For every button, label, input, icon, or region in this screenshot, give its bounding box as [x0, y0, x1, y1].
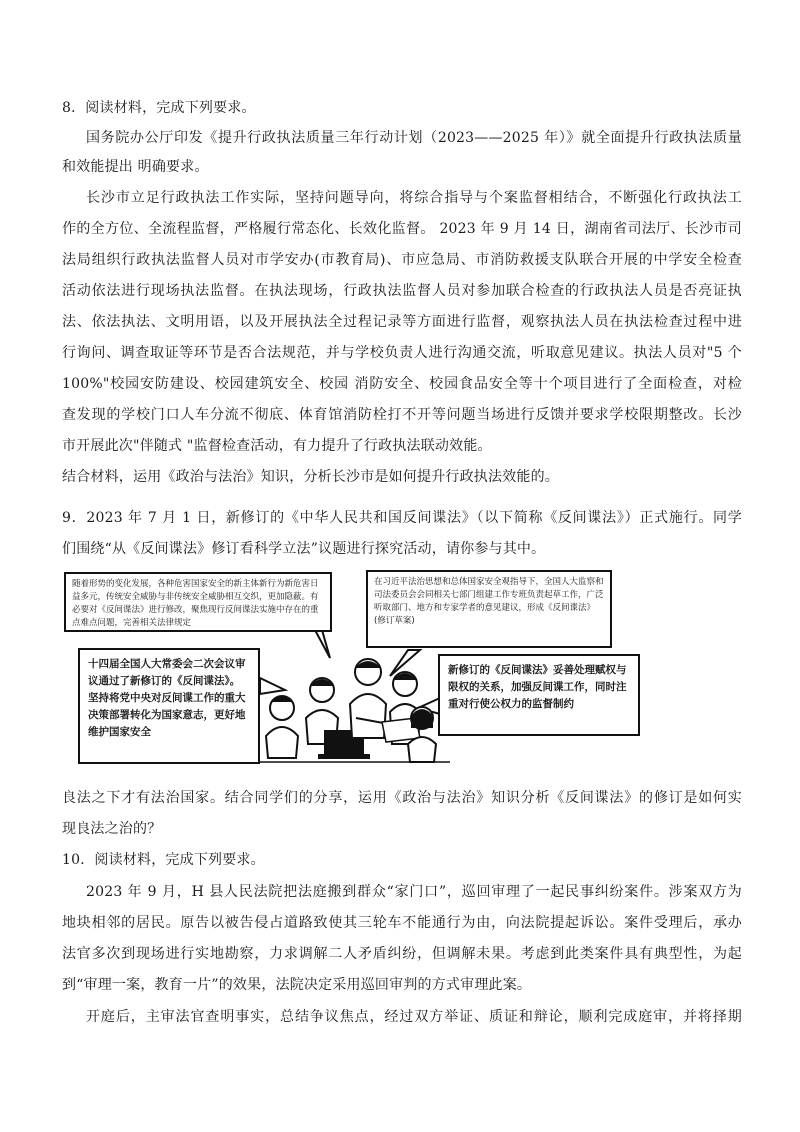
- q8-p2-line5: 法、依法执法、文明用语，以及开展执法全过程记录等方面进行监督，观察执法人员在执法检查过程中进: [62, 314, 742, 330]
- q9-intro-line1: 9．2023 年 7 月 1 日，新修订的《中华人民共和国反间谍法》（以下简称《反间谍法》）正式施行。同学: [62, 510, 742, 526]
- q8-p2-line6: 行询问、调查取证等环节是否合法规范，并与学校负责人进行沟通交流，听取意见建议。执法人员对"5 个: [62, 345, 742, 361]
- q8-heading: 8．阅读材料，完成下列要求。: [62, 100, 256, 116]
- speech-bubble-top-left-text: 随着形势的变化发展，各种危害国家安全的新主体新行为新危害日益多元，传统安全威胁与非传统安全威胁相互交织，更加隐蔽。有必要对《反间谍法》进行修改，聚焦现行反间谍法实施中存在的重点难点问题，完善相关法律规定: [72, 579, 319, 628]
- discussion-illustration: [60, 568, 740, 768]
- speech-bubble-right-text: 新修订的《反间谍法》妥善处理赋权与限权的关系，加强反间谍工作，同时注重对行使公权力的监督制约: [448, 664, 627, 710]
- q8-p1-line2: 和效能提出 明确要求。: [62, 159, 209, 175]
- speech-bubble-left-text: 十四届全国人大常委会二次会议审议通过了新修订的《反间谍法》。坚持将党中央对反间谍工作的重大决策部署转化为国家意志，更好地维护国家安全: [88, 658, 246, 738]
- q8-p2-line9: 市开展此次"伴随式 "监督检查活动，有力提升了行政执法联动效能。: [62, 438, 492, 454]
- q10-p2-line1: 开庭后，主审法官查明事实，总结争议焦点，经过双方举证、质证和辩论，顺利完成庭审，并将择期: [86, 1009, 742, 1025]
- q10-p1-line1: 2023 年 9 月，H 县人民法院把法庭搬到群众“家门口”，巡回审理了一起民事纠纷案件。涉案双方为: [86, 884, 742, 900]
- q8-p2-line2: 作的全方位、全流程监督，严格履行常态化、长效化监督。 2023 年 9 月 14 日，湖南省司法厅、长沙市司: [62, 221, 742, 237]
- q9-intro-line2: 们围绕“从《反间谍法》修订看科学立法”议题进行探究活动，请你参与其中。: [62, 541, 546, 557]
- q8-question: 结合材料，运用《政治与法治》知识，分析长沙市是如何提升行政执法效能的。: [62, 469, 559, 485]
- speech-bubble-left: [78, 648, 260, 764]
- q10-p1-line3: 法官多次到现场进行实地勘察，力求调解二人矛盾纠纷，但调解未果。考虑到此类案件具有典型性，为起: [62, 946, 742, 962]
- speech-bubble-right: [438, 654, 640, 736]
- q8-p2-line3: 法局组织行政执法监督人员对市学安办(市教育局)、市应急局、市消防救援支队联合开展的中学安全检查: [62, 252, 742, 268]
- q8-p2-line8: 查发现的学校门口人车分流不彻底、体育馆消防栓打不开等问题当场进行反馈并要求学校限期整改。长沙: [62, 407, 742, 423]
- q10-p1-line4: 到“审理一案，教育一片”的效果，法院决定采用巡回审判的方式审理此案。: [62, 977, 532, 993]
- q8-p2-line1: 长沙市立足行政执法工作实际，坚持问题导向，将综合指导与个案监督相结合，不断强化行政执法工: [86, 190, 742, 206]
- speech-bubble-top-right: [366, 570, 612, 648]
- speech-bubble-top-left: [64, 572, 332, 632]
- q8-p1-line1: 国务院办公厅印发《提升行政执法质量三年行动计划（2023——2025 年）》就全面提升行政执法质量: [86, 130, 742, 146]
- q8-p2-line4: 活动依法进行现场执法监督。在执法现场，行政执法监督人员对参加联合检查的行政执法人员是否亮证执: [62, 283, 742, 299]
- q10-heading: 10．阅读材料，完成下列要求。: [62, 852, 265, 868]
- q9-question-line2: 现良法之治的？: [62, 821, 162, 837]
- q10-p1-line2: 地块相邻的居民。原告以被告侵占道路致使其三轮车不能通行为由，向法院提起诉讼。案件受理后，承办: [62, 915, 742, 931]
- q9-question-line1: 良法之下才有法治国家。结合同学们的分享，运用《政治与法治》知识分析《反间谍法》的修订是如何实: [62, 790, 742, 806]
- speech-bubble-top-right-text: 在习近平法治思想和总体国家安全观指导下，全国人大监察和司法委员会会同相关七部门组建工作专班负责起草工作，广泛听取部门、地方和专家学者的意见建议，形成《反间谍法》(修订草案): [374, 577, 604, 626]
- q8-p2-line7: 100%"校园安防建设、校园建筑安全、校园 消防安全、校园食品安全等十个项目进行了全面检查，对检: [62, 376, 742, 392]
